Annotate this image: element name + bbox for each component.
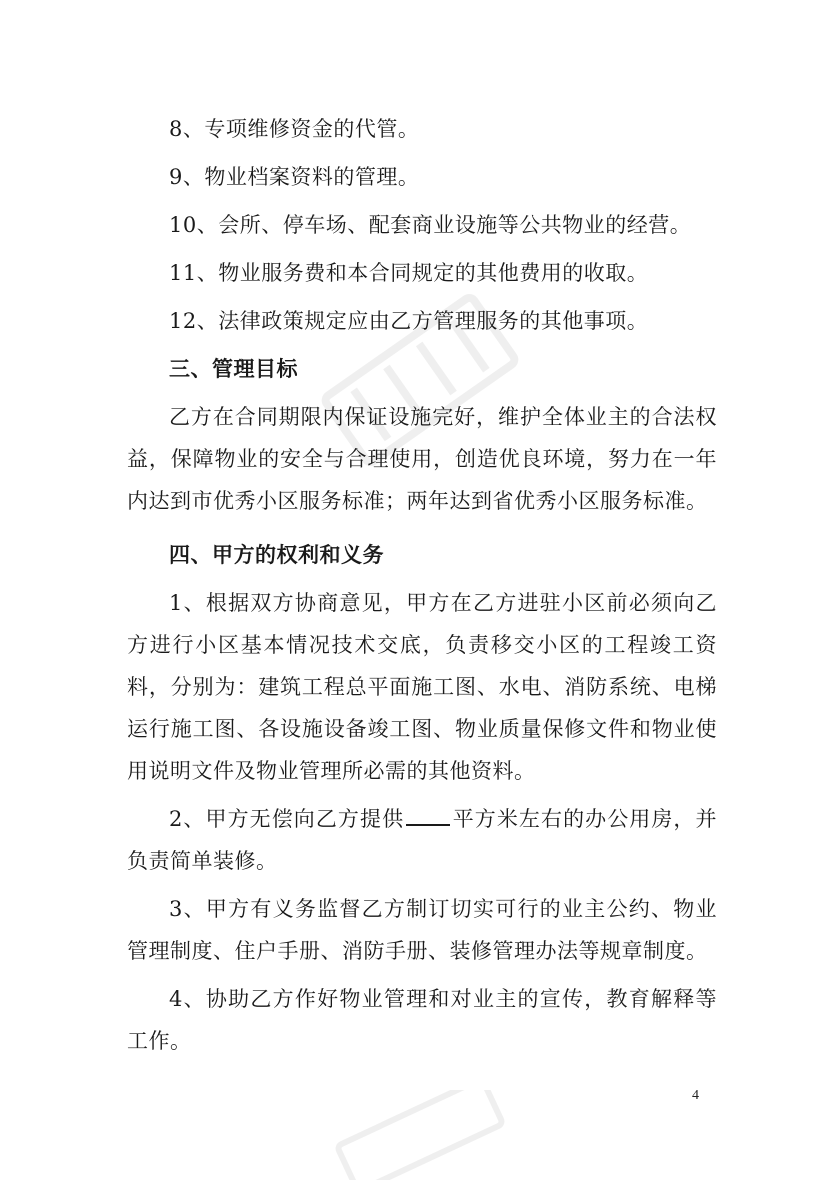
- fill-in-blank: [406, 806, 450, 826]
- list-item: 9、物业档案资料的管理。: [169, 165, 420, 189]
- section-paragraph: 3、甲方有义务监督乙方制订切实可行的业主公约、物业管理制度、住户手册、消防手册、装修管理办法等规章制度。: [127, 897, 717, 963]
- section-paragraph-office-space: [127, 798, 717, 882]
- paragraph-text-before-blank: 2、甲方无偿向乙方提供: [169, 807, 405, 831]
- list-item: 10、会所、停车场、配套商业设施等公共物业的经营。: [169, 213, 692, 237]
- page-number: 4: [692, 1088, 699, 1103]
- list-item: 11、物业服务费和本合同规定的其他费用的收取。: [169, 261, 649, 285]
- section-paragraph: 乙方在合同期限内保证设施完好，维护全体业主的合法权益，保障物业的安全与合理使用，创造优良环境，努力在一年内达到市优秀小区服务标准；两年达到省优秀小区服务标准。: [127, 405, 717, 513]
- section-paragraph: 1、根据双方协商意见，甲方在乙方进驻小区前必须向乙方进行小区基本情况技术交底，负责移交小区的工程竣工资料，分别为：建筑工程总平面施工图、水电、消防系统、电梯运行施工图、各设施设备竣工图、物业质量保修文件和物业使用说明文件及物业管理所必需的其他资料。: [127, 591, 717, 783]
- section-paragraph: 4、协助乙方作好物业管理和对业主的宣传，教育解释等工作。: [127, 987, 717, 1053]
- list-item: 8、专项维修资金的代管。: [169, 117, 420, 141]
- list-item: 12、法律政策规定应由乙方管理服务的其他事项。: [169, 309, 649, 333]
- document-body: [127, 108, 717, 1062]
- watermark-bottom-icon: [320, 1090, 520, 1180]
- section-heading-party-a-rights: 四、甲方的权利和义务: [169, 542, 384, 567]
- paragraph-text-after-blank: 平方米左右的办公用房，并负责简单装修。: [127, 807, 717, 873]
- section-heading-management-goals: 三、管理目标: [169, 356, 298, 381]
